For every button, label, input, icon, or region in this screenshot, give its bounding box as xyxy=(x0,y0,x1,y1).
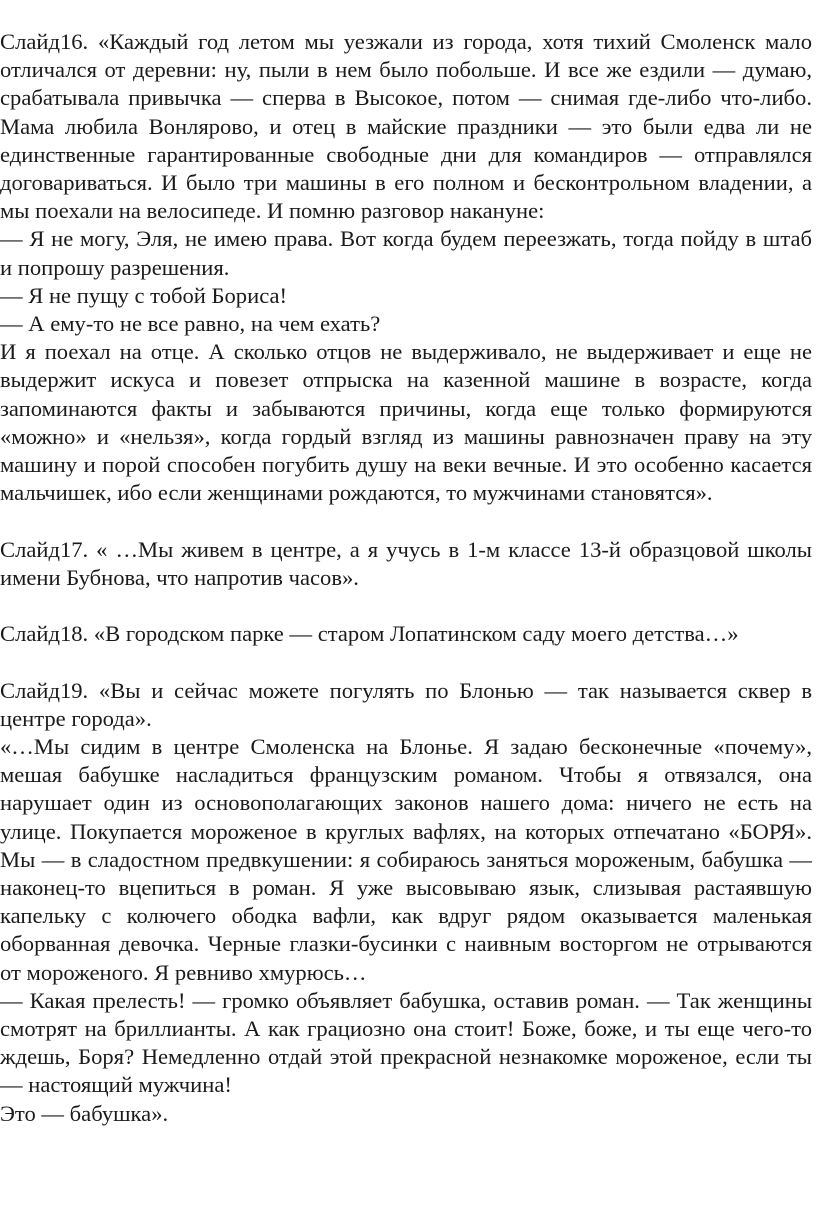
paragraph-slide17: Слайд17. « …Мы живем в центре, а я учусь в 1-м классе 13-й образцовой школы имени Бубнова, что напротив часов». xyxy=(0,536,812,590)
paragraph-grandmother-speech: — Какая прелесть! — громко объявляет бабушка, оставив роман. — Так женщины смотрят на бриллианты. А как грациозно она стоит! Боже, боже, и ты еще чего-то ждешь, Боря? Немедленно отдай этой прекрасной незнакомке мороженое, если ты — настоящий мужчина! xyxy=(0,987,812,1098)
paragraph-spacer xyxy=(0,648,812,676)
paragraph-slide19: Слайд19. «Вы и сейчас можете погулять по Блонью — так называется сквер в центре города». xyxy=(0,677,812,731)
paragraph-spacer xyxy=(0,592,812,620)
paragraph-closing: Это — бабушка». xyxy=(0,1100,169,1126)
paragraph-dialogue-father: — Я не могу, Эля, не имею права. Вот когда будем переезжать, тогда пойду в штаб и попрошу разрешения. xyxy=(0,226,812,280)
paragraph-blonye-story: «…Мы сидим в центре Смоленска на Блонье. Я задаю бесконечные «почему», мешая бабушке насладиться французским романом. Чтобы я отвязался, она нарушает один из основополагающих законов нашего дома: ничего не есть на улице. Покупается мороженое в круглых вафлях, на которых отпечатано «БОРЯ». Мы — в сладостном предвкушении: я собираюсь заняться мороженым, бабушка — наконец-то вцепиться в роман. Я уже высовываю язык, слизывая растаявшую капельку с колючего ободка вафли, как вдруг рядом оказывается маленькая оборванная девочка. Черные глазки-бусинки с наивным восторгом не отрываются от мороженого. Я ревниво хмурюсь… xyxy=(0,734,812,985)
document-page xyxy=(0,28,812,1128)
paragraph-spacer xyxy=(0,507,812,535)
paragraph-dialogue-mother: — Я не пущу с тобой Бориса! xyxy=(0,282,288,308)
paragraph-slide16-intro: Слайд16. «Каждый год летом мы уезжали из города, хотя тихий Смоленск мало отличался от деревни: ну, пыли в нем было побольше. И все же ездили — думаю, срабатывала привычка — сперва в Высокое, потом — снимая где-либо что-либо. Мама любила Вонлярово, и отец в майские праздники — это были едва ли не единственные гарантированные свободные дни для командиров — отправлялся договариваться. И было три машины в его полном и бесконтрольном владении, а мы поехали на велосипеде. И помню разговор накануне: xyxy=(0,29,812,224)
paragraph-dialogue-question: — А ему-то не все равно, на чем ехать? xyxy=(0,311,381,337)
paragraph-slide16-conclusion: И я поехал на отце. А сколько отцов не выдерживало, не выдерживает и еще не выдержит искуса и повезет отпрыска на казенной машине в возрасте, когда запоминаются факты и забываются причины, когда еще только формируются «можно» и «нельзя», когда гордый взгляд из машины равнозначен праву на эту машину и порой способен погубить душу на веки вечные. И это особенно касается мальчишек, ибо если женщинами рождаются, то мужчинами становятся». xyxy=(0,339,812,506)
paragraph-slide18: Слайд18. «В городском парке — старом Лопатинском саду моего детства…» xyxy=(0,621,739,647)
